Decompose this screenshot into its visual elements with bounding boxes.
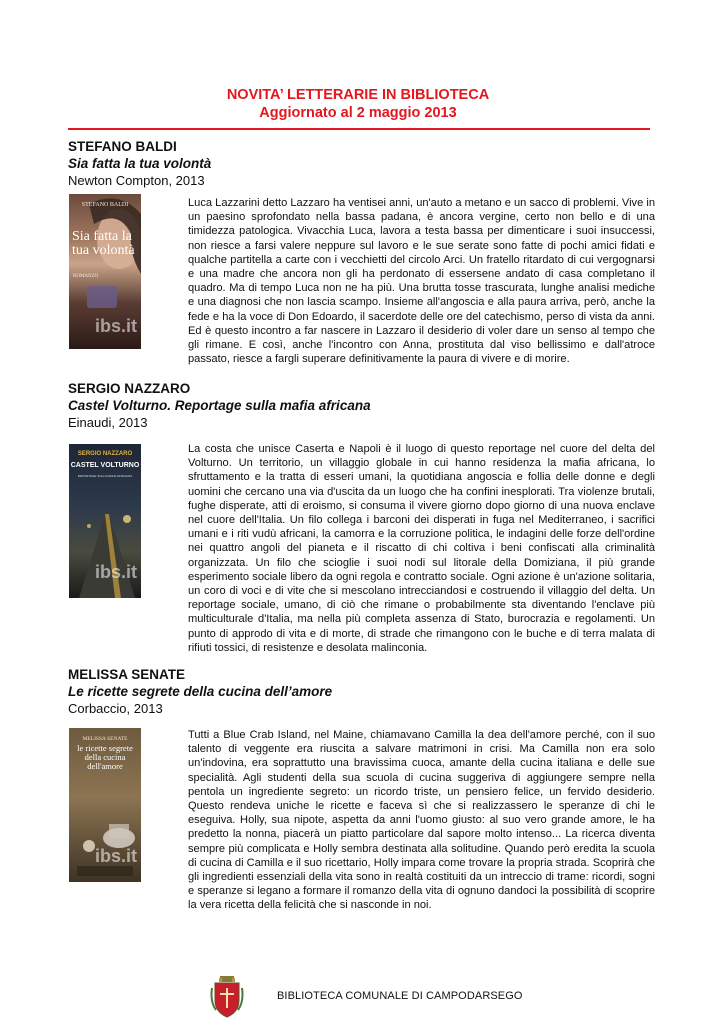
book-author: MELISSA SENATE <box>68 667 186 682</box>
book-entry <box>68 138 660 366</box>
cover-title: le ricette segrete della cucina dell'amore <box>77 743 133 771</box>
page-title: NOVITA’ LETTERARIE IN BIBLIOTECA <box>226 87 490 103</box>
cover-watermark: ibs.it <box>94 562 137 582</box>
book-cover <box>69 194 141 349</box>
book-cover <box>69 728 141 882</box>
book-title: Le ricette segrete della cucina dell’amore <box>68 684 333 699</box>
cover-author: STEFANO BALDI <box>81 202 129 208</box>
book-title: Castel Volturno. Reportage sulla mafia africana <box>68 398 371 413</box>
cover-genre: ROMANZO <box>73 274 99 279</box>
cover-subtitle: REPORTAGE SULLA MAFIA AFRICANA <box>77 474 133 478</box>
header-rule <box>68 128 650 130</box>
cover-author: MELISSA SENATE <box>82 736 128 742</box>
book-author: STEFANO BALDI <box>68 139 177 154</box>
page-header <box>68 86 648 122</box>
cover-title: Sia fatta la tua volontà <box>72 229 135 258</box>
book-publisher: Corbaccio, 2013 <box>68 701 163 716</box>
book-entry <box>68 666 660 912</box>
book-publisher: Einaudi, 2013 <box>68 415 148 430</box>
update-date: Aggiornato al 2 maggio 2013 <box>259 105 457 121</box>
cover-watermark: ibs.it <box>94 846 137 866</box>
book-cover <box>69 444 141 598</box>
book-description: La costa che unisce Caserta e Napoli è il luogo di questo reportage nel cuore del delta del Volturno. Un territorio, un villaggio globale in cui hanno residenza la mafia africana, lo sfruttamento e la tratta di esseri umani, la quotidiana angoscia e follia delle donne e degli uomini che cercano una via d'uscita da un luogo che ha confini inesplorati. Tra violenze brutali, fughe disperate, atti di eroismo, si consuma il vivere giorno dopo giorno di una nuova enclave nel cuore dell'Italia. Un filo collega i barconi dei disperati in fuga nel Mediterraneo, i sacrifici umani e i riti vudù africani, la camorra e la corruzione politica, le indagini delle forze dell'ordine nei quattro angoli del pianeta e il riscatto di chi coltiva i beni confiscati alla criminalità organizzata. Un filo che scioglie i suoi nodi sul litorale della Domiziana, il più grande esperimento sociale libero da ogni regola e contratto sociale. Ogni azione è un'azione solitaria, un coro di voci e di vite che si mescolano intrecciandosi e costruendo il villaggio del delta. Un reportage sociale, umano, di ciò che rimane o probabilmente sta diventando l'enclave più multiculturale d'Italia, ma nella più completa assenza di Stato, burocrazia e regolamenti. Un punto di approdo di vita e di morte, di strade che rimangono con le buche e di terra malata di rifiuti tossici, di resistenze e desolata malinconia. <box>188 443 655 654</box>
book-publisher: Newton Compton, 2013 <box>68 173 205 188</box>
book-author: SERGIO NAZZARO <box>68 381 191 396</box>
cover-watermark: ibs.it <box>94 316 137 336</box>
book-entry <box>68 380 660 654</box>
page-footer <box>210 974 570 1018</box>
book-description: Luca Lazzarini detto Lazzaro ha ventisei anni, un'auto a metano e un sacco di problemi. Vive in un paesino sprofondato nella bassa padana, è ancora vergine, certo non bello e di una timidezza patologica. Vivacchia Luca, lavora a testa bassa per dimenticare i suoi insuccessi, non riesce a farsi valere neppure sul lavoro e le sue serate sono fatte di pochi amici fidati e qualche partitella a carte con i vecchietti del circolo Arci. Un fratello ritardato di cui vergognarsi e una madre che ancora non gli ha perdonato di essersene andato di casa completano il quadro. Ma di tempo Luca non ne ha più. Una brutta tosse trascurata, lunghe analisi mediche e una diagnosi che non lascia scampo. Insieme all'angoscia e alla paura arriva, però, anche la fede e ha la voce di Don Edoardo, il sacerdote delle ore del catechismo, perso di vista da anni. Ed è questo incontro a far nascere in Lazzaro il desiderio di voler dare un senso al tempo che gli rimane. E così, anche l'incontro con Anna, prostituta dal viso bellissimo e dall'atroce passato, riesce a fargli superare definitivamente la paura di vivere e di morire. <box>188 197 655 366</box>
book-title: Sia fatta la tua volontà <box>68 156 212 171</box>
library-name: BIBLIOTECA COMUNALE DI CAMPODARSEGO <box>277 990 523 1002</box>
cover-title: CASTEL VOLTURNO <box>70 462 140 469</box>
book-description: Tutti a Blue Crab Island, nel Maine, chiamavano Camilla la dea dell'amore perché, con il suo talento di veggente era riuscita a salvare matrimoni in crisi. Ma Camilla non era solo un'indovina, era soprattutto una bravissima cuoca, amante della cucina italiana e delle sue specialità. Agli studenti della sua scuola di cucina suggeriva di aggiungere sempre nella pentola un ingrediente segreto: un ricordo triste, un pensiero felice, un fervido desiderio. Questo rendeva uniche le ricette e faceva sì che si realizzassero le speranze di chi le eseguiva. Holly, sua nipote, aspetta da anni l'uomo giusto: al suo vero grande amore, le ha predetto la nonna, piacerà un piatto particolare dal sapore molto intenso... La ricerca diventa sempre più complicata e Holly sembra destinata alla solitudine. Quando però eredita la scuola di cucina di Camilla e il suo ricettario, Holly impara come trovare la propria strada. Scoprirà che gli ingredienti essenziali della vita sono in realtà costituiti da un intreccio di trame: ricordi, sogni e speranze si legano a formare il romanzo della vita di ognuno dandoci la possibilità di scoprire la vera ricetta della felicità che si nasconde in noi. <box>188 729 655 912</box>
cover-author: SERGIO NAZZARO <box>77 451 133 457</box>
municipal-crest-icon <box>210 976 244 1018</box>
